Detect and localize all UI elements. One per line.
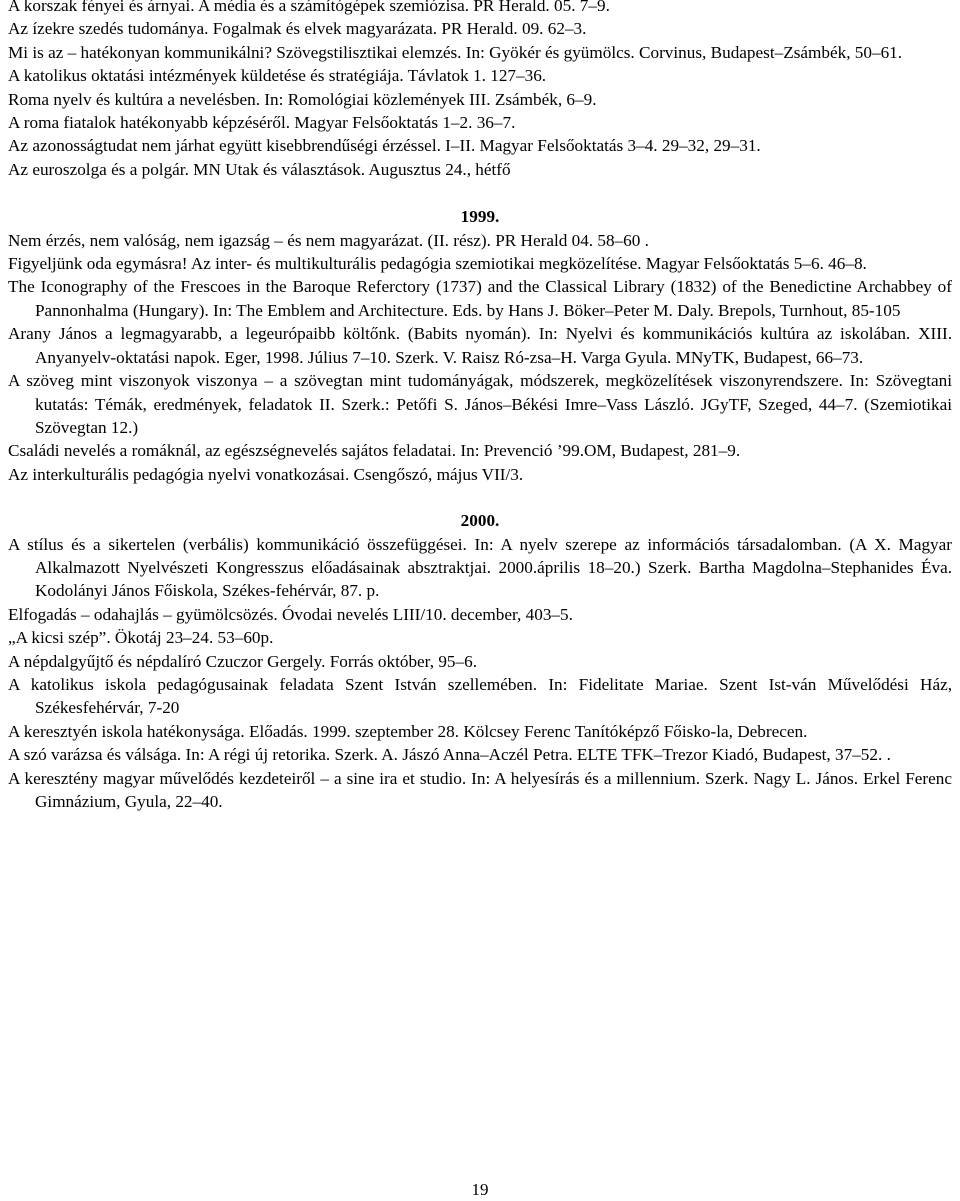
bibliography-entry: A roma fiatalok hatékonyabb képzéséről. Magyar Felsőoktatás 1–2. 36–7. (8, 113, 516, 133)
year-heading-1999: 1999. (460, 207, 500, 227)
bibliography-entry: Mi is az – hatékonyan kommunikálni? Szövegstilisztikai elemzés. In: Gyökér és gyümölcs. Corvinus, Budapest–Zsámbék, 50–61. (8, 42, 903, 62)
bibliography-entry: Figyeljünk oda egymásra! Az inter- és multikulturális pedagógia szemiotikai megközelítése. Magyar Felsőoktatás 5–6. 46–8. (8, 254, 867, 274)
bibliography-entry: Az ízekre szedés tudománya. Fogalmak és elvek magyarázata. PR Herald. 09. 62–3. (8, 19, 587, 39)
bibliography-entry: A korszak fényei és árnyai. A média és a számítógépek szemiózisa. PR Herald. 05. 7–9. (8, 0, 610, 15)
year-heading-2000: 2000. (460, 511, 500, 531)
bibliography-entry: A keresztyén iskola hatékonysága. Előadás. 1999. szeptember 28. Kölcsey Ferenc Tanítóképző Főisko-la, Debrecen. (8, 721, 808, 741)
bibliography-entry: „A kicsi szép”. Ökotáj 23–24. 53–60p. (8, 628, 274, 648)
bibliography-entry: The Iconography of the Frescoes in the Baroque Referctory (1737) and the Classical Library (1832) of the Benedictine Archabbey of Pannonhalma (Hungary). In: The Emblem and Architecture. Eds. by Hans J. Böker–Peter M. Daly. Brepols, Turnhout, 85-105 (8, 277, 952, 320)
bibliography-entry: Az euroszolga és a polgár. MN Utak és választások. Augusztus 24., hétfő (8, 159, 511, 179)
bibliography-entry: Elfogadás – odahajlás – gyümölcsözés. Óvodai nevelés LIII/10. december, 403–5. (8, 604, 573, 624)
page-number: 19 (471, 1180, 489, 1199)
bibliography-entry: A keresztény magyar művelődés kezdeteiről – a sine ira et studio. In: A helyesírás és a millennium. Szerk. Nagy L. János. Erkel Ferenc Gimnázium, Gyula, 22–40. (8, 768, 952, 811)
bibliography-entry: A szöveg mint viszonyok viszonya – a szövegtan mint tudományágak, módszerek, megközelítések viszonyrendszere. In: Szövegtani kutatás: Témák, eredmények, feladatok II. Szerk.: Petőfi S. János–Békési Imre–Vass László. JGyTF, Szeged, 44–7. (Szemiotikai Szövegtan 12.) (8, 371, 952, 437)
bibliography-entry: Családi nevelés a romáknál, az egészségnevelés sajátos feladatai. In: Prevenció ’99.OM, Budapest, 281–9. (8, 441, 741, 461)
bibliography-entry: Nem érzés, nem valóság, nem igazság – és nem magyarázat. (II. rész). PR Herald 04. 58–60 . (8, 230, 649, 250)
bibliography-entry: A népdalgyűjtő és népdalíró Czuczor Gergely. Forrás október, 95–6. (8, 651, 477, 671)
bibliography-entry: Roma nyelv és kultúra a nevelésben. In: Romológiai közlemények III. Zsámbék, 6–9. (8, 89, 597, 109)
bibliography-entry: A szó varázsa és válsága. In: A régi új retorika. Szerk. A. Jászó Anna–Aczél Petra. ELTE TFK–Trezor Kiadó, Budapest, 37–52. . (8, 745, 891, 765)
bibliography-entry: A katolikus iskola pedagógusainak feladata Szent István szellemében. In: Fidelitate Mariae. Szent Ist-ván Művelődési Ház, Székesfehérvár, 7-20 (8, 674, 952, 718)
bibliography-entry: Arany János a legmagyarabb, a legeurópaibb költőnk. (Babits nyomán). In: Nyelvi és kommunikációs kultúra az iskolában. XIII. Anyanyelv-oktatási napok. Eger, 1998. Július 7–10. Szerk. V. Raisz Ró-zsa–H. Varga Gyula. MNyTK, Budapest, 66–73. (8, 324, 952, 367)
bibliography-entry: A stílus és a sikertelen (verbális) kommunikáció összefüggései. In: A nyelv szerepe az információs társadalomban. (A X. Magyar Alkalmazott Nyelvészeti Kongresszus előadásainak absztraktjai. 2000.április 18–20.) Szerk. Bartha Magdolna–Stephanides Éva. Kodolányi János Főiskola, Székes-fehérvár, 87. p. (8, 534, 952, 601)
bibliography-list (8, 0, 952, 813)
bibliography-entry: A katolikus oktatási intézmények küldetése és stratégiája. Távlatok 1. 127–36. (8, 66, 547, 86)
bibliography-entry: Az azonosságtudat nem járhat együtt kisebbrendűségi érzéssel. I–II. Magyar Felsőoktatás 3–4. 29–32, 29–31. (8, 136, 761, 156)
bibliography-entry: Az interkulturális pedagógia nyelvi vonatkozásai. Csengőszó, május VII/3. (8, 464, 524, 484)
